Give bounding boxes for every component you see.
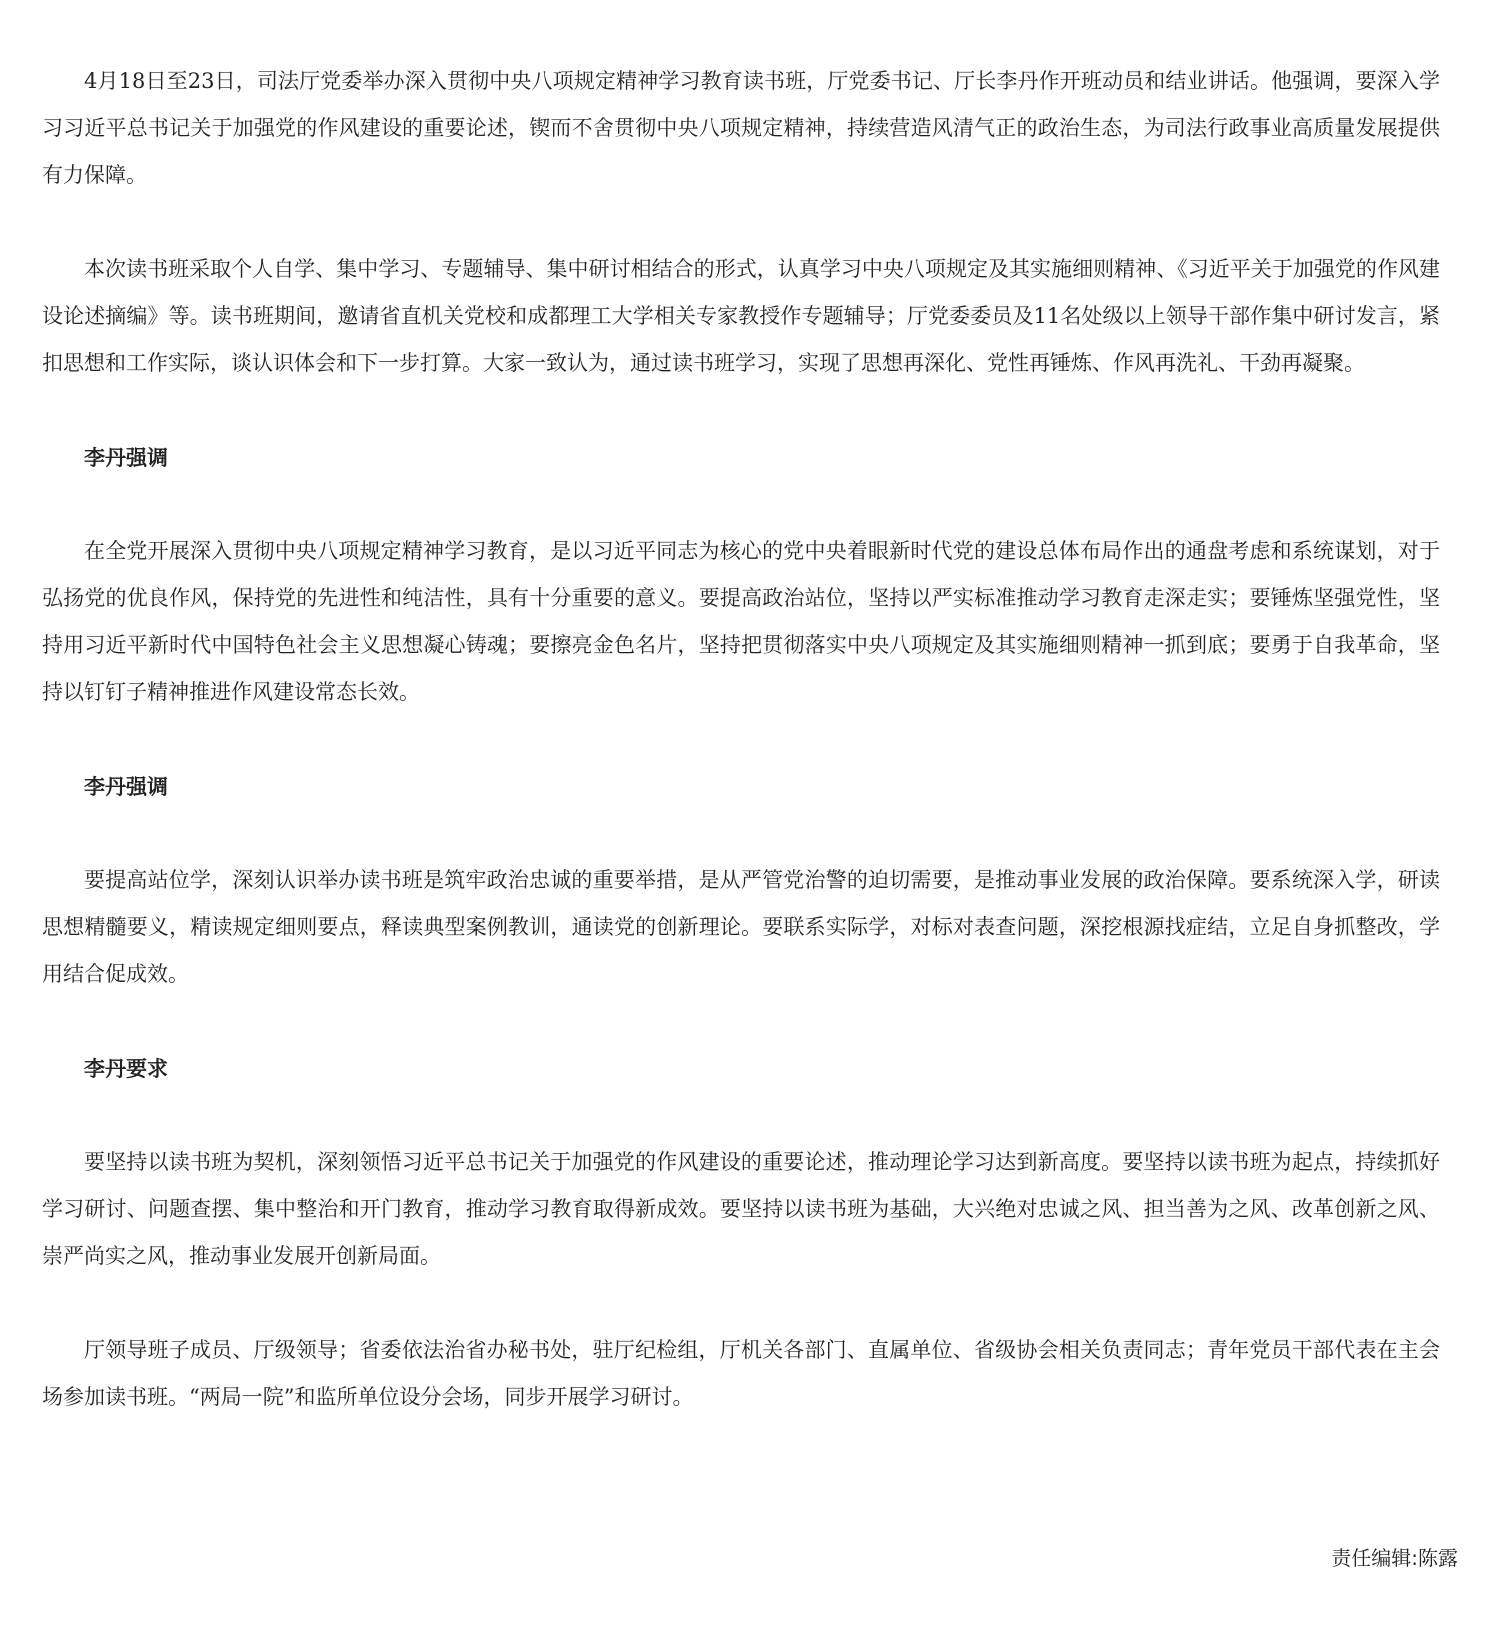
paragraph-spacer [42,1280,1440,1327]
paragraph-spacer [42,998,1440,1045]
section-body-1: 在全党开展深入贯彻中央八项规定精神学习教育，是以习近平同志为核心的党中央着眼新时代党的建设总体布局作出的通盘考虑和系统谋划，对于弘扬党的优良作风，保持党的先进性和纯洁性，具有十分重要的意义。要提高政治站位，坚持以严实标准推动学习教育走深走实；要锤炼坚强党性，坚持用习近平新时代中国特色社会主义思想凝心铸魂；要擦亮金色名片，坚持把贯彻落实中央八项规定及其实施细则精神一抓到底；要勇于自我革命，坚持以钉钉子精神推进作风建设常态长效。 [42,539,1440,704]
section-body-3: 要坚持以读书班为契机，深刻领悟习近平总书记关于加强党的作风建设的重要论述，推动理论学习达到新高度。要坚持以读书班为起点，持续抓好学习研讨、问题查摆、集中整治和开门教育，推动学习教育取得新成效。要坚持以读书班为基础，大兴绝对忠诚之风、担当善为之风、改革创新之风、崇严尚实之风，推动事业发展开创新局面。 [42,1150,1440,1268]
paragraph-intro: 4月18日至23日，司法厅党委举办深入贯彻中央八项规定精神学习教育读书班，厅党委书记、厅长李丹作开班动员和结业讲话。他强调，要深入学习习近平总书记关于加强党的作风建设的重要论述，锲而不舍贯彻中央八项规定精神，持续营造风清气正的政治生态，为司法行政事业高质量发展提供有力保障。 [42,69,1440,187]
responsible-editor: 责任编辑:陈露 [1331,1546,1458,1570]
article-body [42,58,1440,1421]
section-heading-3: 李丹要求 [84,1056,168,1081]
paragraph-spacer [42,716,1440,763]
section-heading-1: 李丹强调 [84,445,168,470]
paragraph-spacer [42,481,1440,528]
paragraph-spacer [42,199,1440,246]
paragraph-spacer [42,1092,1440,1139]
paragraph-closing: 厅领导班子成员、厅级领导；省委依法治省办秘书处，驻厅纪检组，厅机关各部门、直属单位、省级协会相关负责同志；青年党员干部代表在主会场参加读书班。“两局一院”和监所单位设分会场，同步开展学习研讨。 [42,1338,1440,1409]
paragraph-format: 本次读书班采取个人自学、集中学习、专题辅导、集中研讨相结合的形式，认真学习中央八项规定及其实施细则精神、《习近平关于加强党的作风建设论述摘编》等。读书班期间，邀请省直机关党校和成都理工大学相关专家教授作专题辅导；厅党委委员及11名处级以上领导干部作集中研讨发言，紧扣思想和工作实际，谈认识体会和下一步打算。大家一致认为，通过读书班学习，实现了思想再深化、党性再锤炼、作风再洗礼、干劲再凝聚。 [42,257,1440,375]
paragraph-spacer [42,810,1440,857]
section-heading-2: 李丹强调 [84,774,168,799]
section-body-2: 要提高站位学，深刻认识举办读书班是筑牢政治忠诚的重要举措，是从严管党治警的迫切需要，是推动事业发展的政治保障。要系统深入学，研读思想精髓要义，精读规定细则要点，释读典型案例教训，通读党的创新理论。要联系实际学，对标对表查问题，深挖根源找症结，立足自身抓整改，学用结合促成效。 [42,868,1440,986]
paragraph-spacer [42,387,1440,434]
